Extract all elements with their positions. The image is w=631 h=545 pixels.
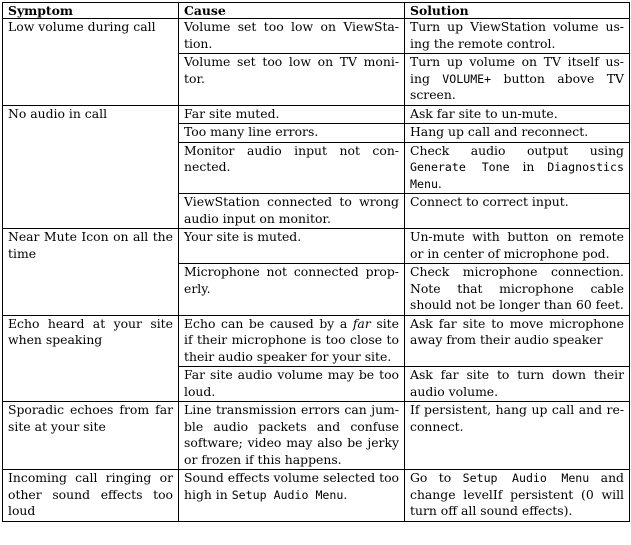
header-row [3, 3, 630, 19]
menu-term: Generate Tone [410, 160, 510, 174]
text-run: . [437, 175, 442, 191]
text-run: Go to [410, 470, 463, 485]
symptom-cell: No audio in call [3, 105, 179, 229]
table-row [3, 315, 630, 367]
text-run: Volume set too low on ViewSta-tion. [184, 19, 399, 51]
cause-cell [179, 194, 405, 229]
menu-term: Setup Audio Menu [231, 487, 344, 502]
text-run: Sound effects volume selected too high in [184, 470, 399, 502]
cause-cell [179, 470, 405, 522]
text-run: Microphone not connected prop-erly. [184, 264, 399, 296]
solution-cell [405, 229, 630, 264]
cause-cell [179, 19, 405, 54]
text-run: Check audio output using [410, 142, 624, 158]
table-body [3, 19, 630, 522]
text-run: Ask far site to move microphone away from their audio speaker [410, 315, 624, 347]
table-row [3, 470, 630, 522]
cause-cell [179, 367, 405, 402]
cause-cell [179, 402, 405, 470]
menu-term: Setup Audio Menu [462, 471, 590, 485]
symptom-cell: Echo heard at your site when speaking [3, 315, 179, 402]
solution-cell [405, 402, 630, 470]
solution-cell [405, 315, 630, 367]
text-run: button above TV screen. [410, 70, 624, 102]
solution-cell [405, 470, 630, 522]
solution-cell [405, 105, 630, 124]
cause-cell [179, 124, 405, 143]
text-run: Connect to correct input. [410, 194, 569, 209]
text-run: Ask far site to un-mute. [410, 105, 558, 121]
text-run: Line transmission errors can jum-ble audio packets and confuse software; video may also be jerky or frozen if this happens. [184, 402, 399, 467]
symptom-cell: Low volume during call [3, 19, 179, 106]
text-run: Monitor audio input not con-nected. [184, 142, 399, 174]
table-row [3, 19, 630, 54]
solution-cell [405, 124, 630, 143]
table-row [3, 402, 630, 470]
text-run: and change levelIf persistent (0 will turn off all sound effects). [410, 470, 624, 518]
header-cause: Cause [179, 3, 405, 19]
solution-cell [405, 54, 630, 106]
text-run: Turn up volume on TV itself us-ing [410, 54, 624, 86]
cause-cell [179, 54, 405, 106]
text-run: ViewStation connected to wrong audio input on monitor. [184, 194, 399, 226]
text-run: Far site muted. [184, 105, 280, 121]
text-run: . [343, 486, 348, 502]
cause-cell [179, 105, 405, 124]
emphasis: far [352, 315, 371, 331]
text-run: in [509, 159, 548, 174]
solution-cell [405, 194, 630, 229]
symptom-cell: Sporadic echoes from far site at your site [3, 402, 179, 470]
text-run: Too many line errors. [184, 124, 319, 139]
text-run: Un-mute with button on remote or in center of microphone pod. [410, 229, 624, 261]
text-run: Far site audio volume may be too loud. [184, 367, 399, 399]
table-row [3, 229, 630, 264]
text-run: Volume set too low on TV moni-tor. [184, 54, 399, 86]
troubleshooting-document [2, 2, 629, 522]
text-run: site if their microphone is too close to their audio speaker for your site. [184, 315, 399, 364]
cause-cell [179, 142, 405, 194]
cause-cell [179, 229, 405, 264]
table-row [3, 105, 630, 124]
menu-term: Diagnostics Menu [410, 160, 624, 191]
solution-cell [405, 142, 630, 194]
cause-cell [179, 264, 405, 316]
text-run: Hang up call and reconnect. [410, 124, 589, 139]
solution-cell [405, 264, 630, 316]
symptom-cell: Near Mute Icon on all the time [3, 229, 179, 316]
text-run: If persistent, hang up call and re-connect. [410, 402, 624, 434]
text-run: Turn up ViewStation volume us-ing the remote control. [410, 19, 624, 51]
text-run: Check microphone connection. Note that microphone cable should not be longer than 60 feet. [410, 264, 624, 312]
menu-term: VOLUME+ [442, 71, 492, 86]
header-solution: Solution [405, 3, 630, 19]
text-run: Echo can be caused by a [184, 315, 353, 331]
cause-cell [179, 315, 405, 367]
text-run: Your site is muted. [184, 229, 302, 244]
symptom-cell: Incoming call ringing or other sound effects too loud [3, 470, 179, 522]
solution-cell [405, 367, 630, 402]
troubleshooting-table [2, 2, 630, 522]
solution-cell [405, 19, 630, 54]
header-symptom: Symptom [3, 3, 179, 19]
text-run: Ask far site to turn down their audio volume. [410, 367, 624, 399]
